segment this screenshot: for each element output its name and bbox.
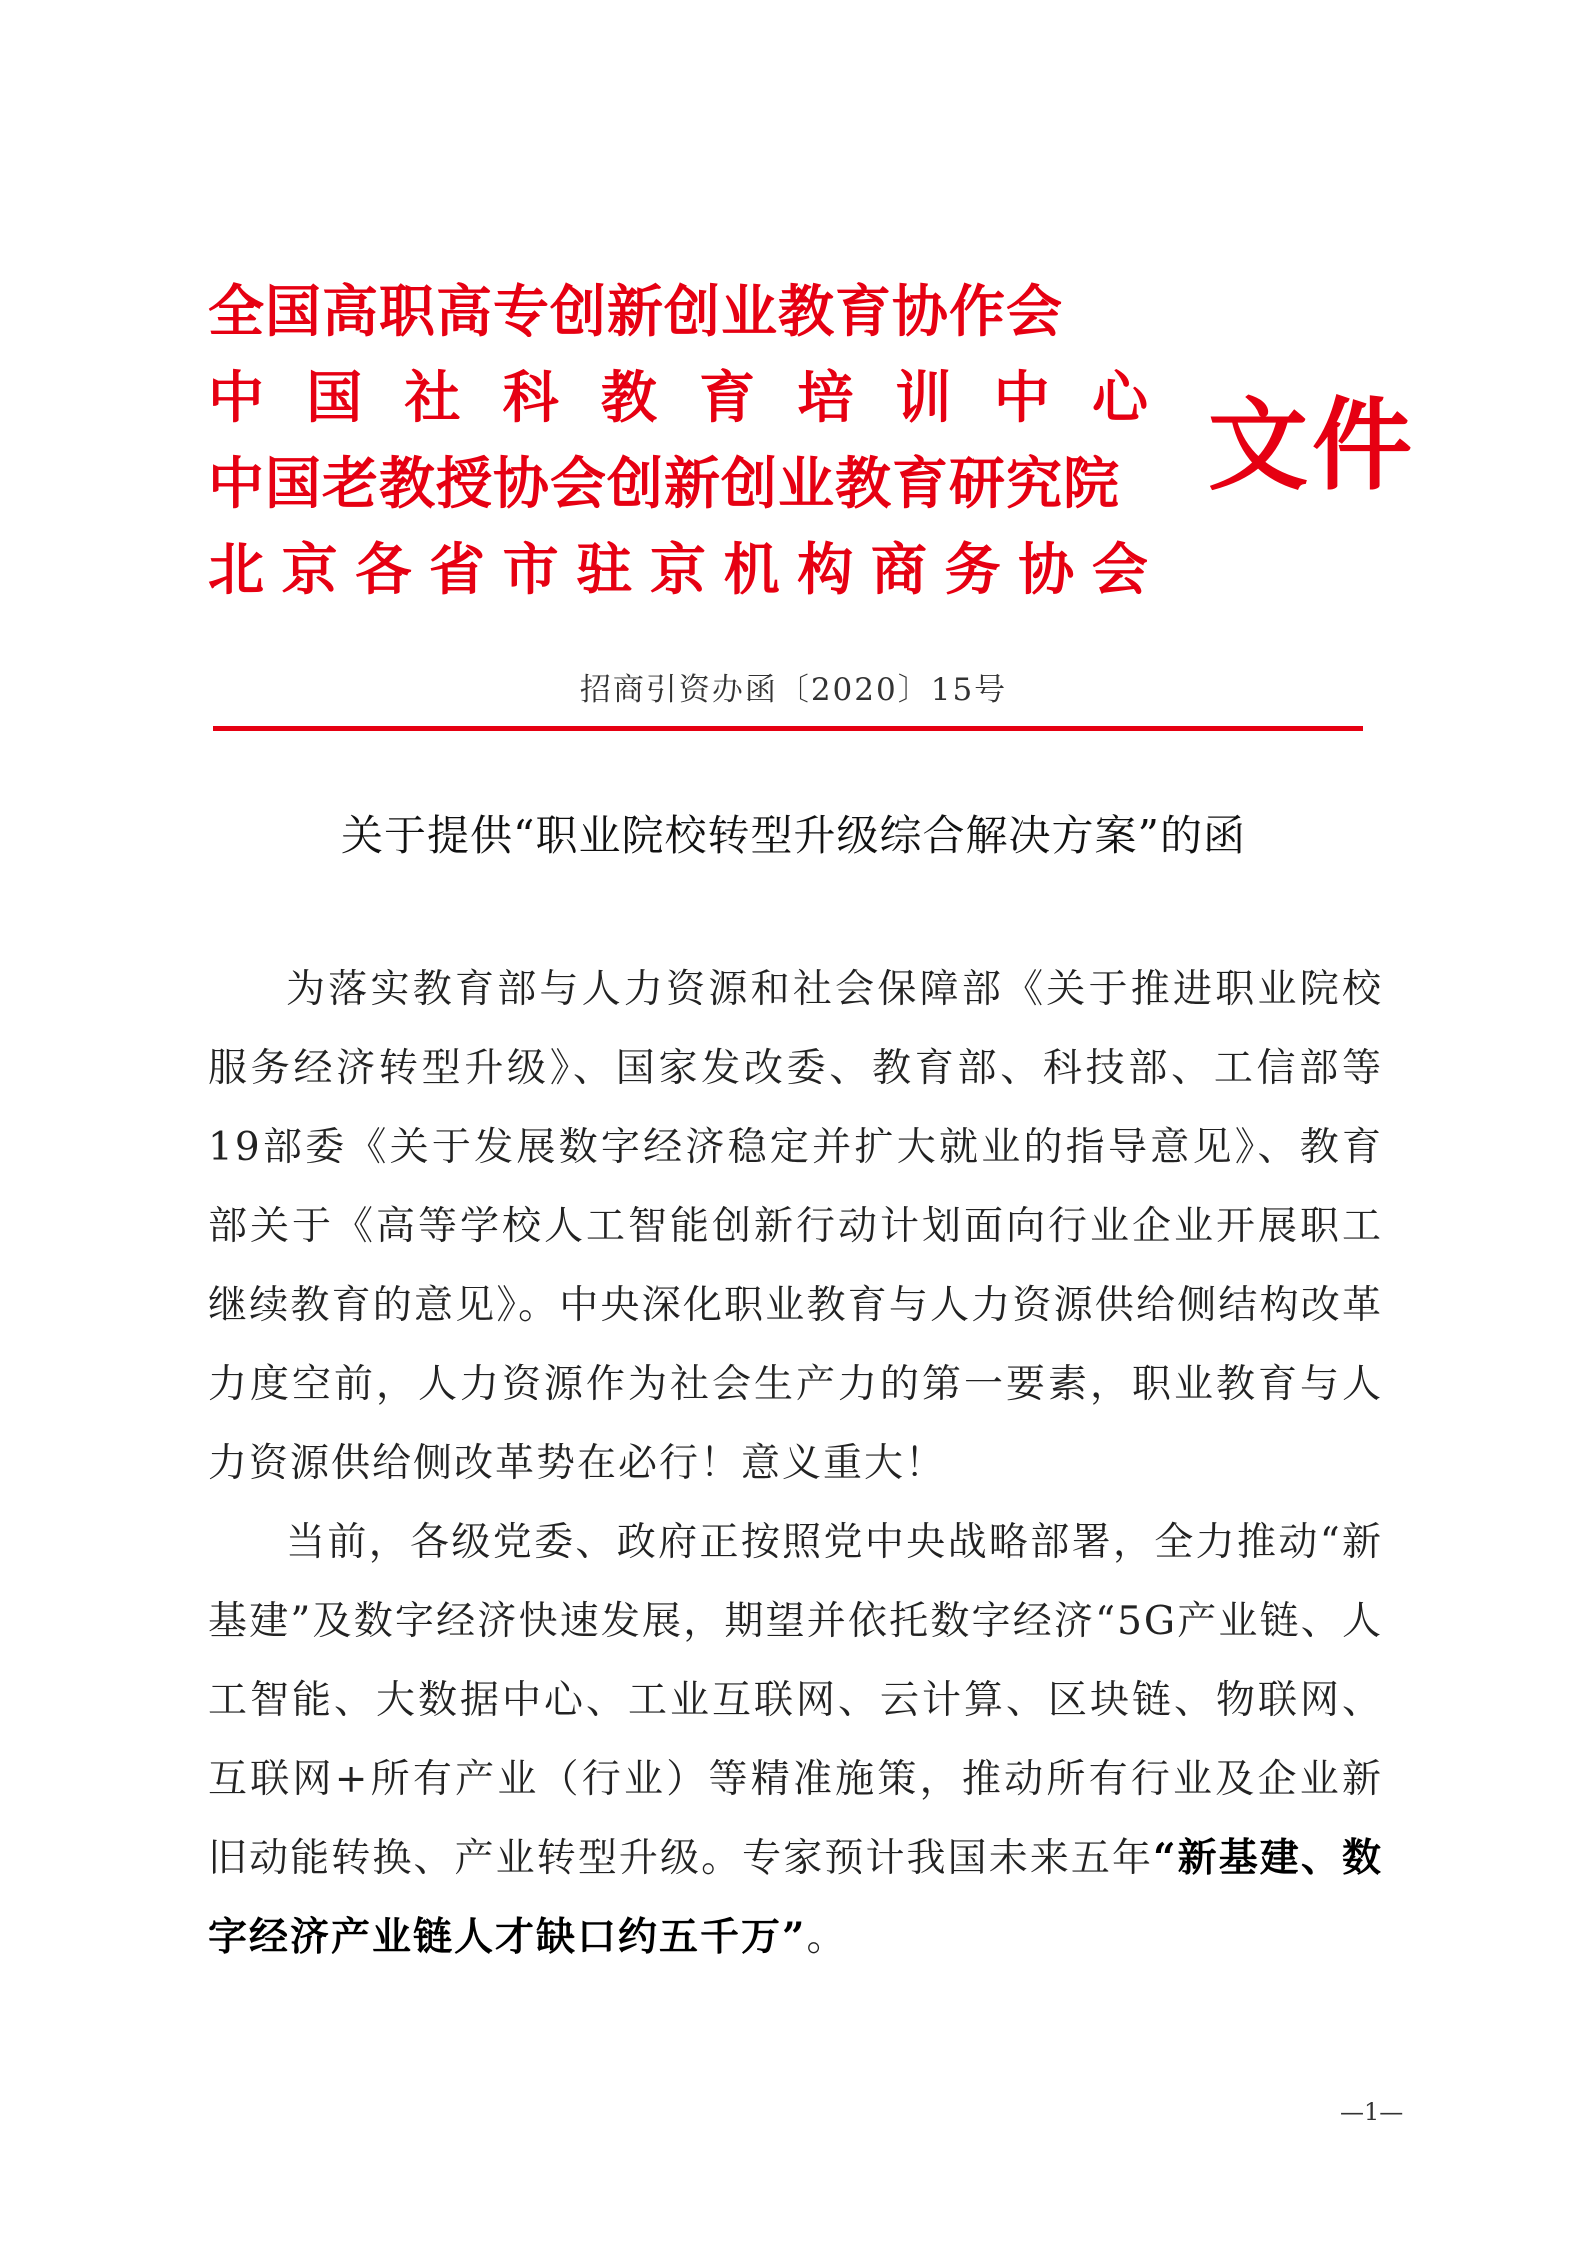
org-name-char: 市 xyxy=(502,538,559,603)
org-name-4 xyxy=(208,528,1148,614)
org-name-char: 会 xyxy=(1091,538,1148,603)
org-name-char: 中 xyxy=(993,366,1050,431)
org-name-char: 育 xyxy=(699,366,756,431)
document-body xyxy=(208,950,1383,1977)
body-emphasis: “新基建、数字经济产业链人才缺口约五千万” xyxy=(208,1835,1383,1960)
org-name-char: 各 xyxy=(355,538,412,603)
page-number: —1— xyxy=(1340,2098,1404,2126)
org-name-char: 国 xyxy=(306,366,363,431)
org-name-char: 教 xyxy=(600,366,657,431)
org-name-char: 京 xyxy=(649,538,706,603)
org-name-char: 协 xyxy=(1018,538,1075,603)
body-emphasis-suffix: 。 xyxy=(806,1915,848,1960)
org-name-char: 中 xyxy=(208,366,264,431)
org-name-char: 培 xyxy=(797,366,854,431)
document-type-label: 文件 xyxy=(1208,386,1416,504)
body-paragraph-2-text: 当前，各级党委、政府正按照党中央战略部署，全力推动“新基建”及数字经济快速发展，期望并依托数字经济“5G产业链、人工智能、大数据中心、工业互联网、云计算、区块链、物联网、互联网+所有产业（行业）等精准施策，推动所有行业及企业新旧动能转换、产业转型升级。专家预计我国未来五年 xyxy=(208,1520,1383,1881)
issuing-organizations xyxy=(208,270,1148,614)
body-paragraph-2 xyxy=(208,1503,1383,1977)
org-name-char: 社 xyxy=(404,366,461,431)
org-name-1: 全国高职高专创新创业教育协作会 xyxy=(208,280,1063,345)
org-name-char: 心 xyxy=(1091,366,1148,431)
org-name-char: 务 xyxy=(944,538,1001,603)
org-name-char: 训 xyxy=(895,366,952,431)
document-number: 招商引资办函〔2020〕15号 xyxy=(579,672,1008,708)
org-name-char: 科 xyxy=(502,366,559,431)
red-divider-line xyxy=(213,726,1363,731)
org-name-char: 机 xyxy=(723,538,780,603)
org-name-char: 商 xyxy=(870,538,927,603)
org-name-char: 省 xyxy=(428,538,485,603)
document-title: 关于提供“职业院校转型升级综合解决方案”的函 xyxy=(341,811,1246,860)
org-name-char: 京 xyxy=(281,538,338,603)
body-paragraph-1: 为落实教育部与人力资源和社会保障部《关于推进职业院校服务经济转型升级》、国家发改委、教育部、科技部、工信部等19部委《关于发展数字经济稳定并扩大就业的指导意见》、教育部关于《高等学校人工智能创新行动计划面向行业企业开展职工继续教育的意见》。中央深化职业教育与人力资源供给侧结构改革力度空前，人力资源作为社会生产力的第一要素，职业教育与人力资源供给侧改革势在必行！意义重大！ xyxy=(208,967,1383,1486)
org-name-char: 驻 xyxy=(576,538,633,603)
org-name-3: 中国老教授协会创新创业教育研究院 xyxy=(208,452,1120,517)
org-name-char: 构 xyxy=(797,538,854,603)
org-name-char: 北 xyxy=(208,538,264,603)
org-name-2 xyxy=(208,356,1148,442)
